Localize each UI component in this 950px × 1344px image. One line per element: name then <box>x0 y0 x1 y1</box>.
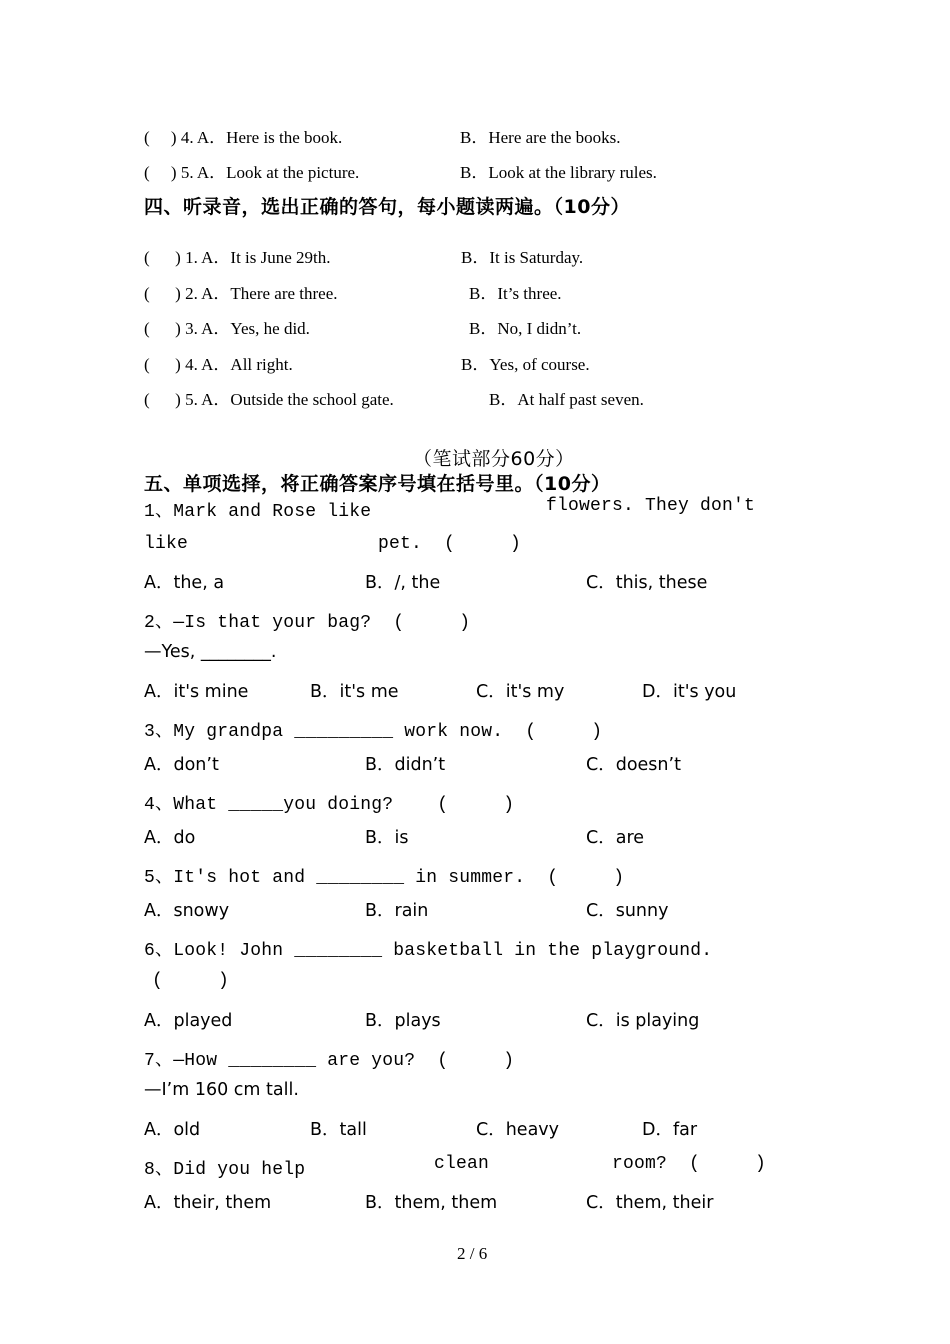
section5-heading: 五、单项选择，将正确答案序号填在括号里。（10分） <box>144 473 611 495</box>
q3-option-b: B．didn’t <box>365 755 446 775</box>
written-part-title: （笔试部分60分） <box>413 448 575 470</box>
q6-option-c: C．is playing <box>586 1011 700 1031</box>
q5-option-c: C．sunny <box>586 901 669 921</box>
part3-item-4-a: ( ) 4. A．Here is the book. <box>144 128 343 147</box>
q1-text-part1: 1、Mark and Rose like <box>144 502 372 522</box>
q2-option-b: B．it's me <box>310 682 399 702</box>
q5-text: 5、It's hot and ________ in summer. ( ) <box>144 868 625 888</box>
part3-item-5-b: B．Look at the library rules. <box>460 163 657 182</box>
q8-text-part3: room? ( ) <box>612 1154 767 1174</box>
s4-item-3-b: B．No, I didn’t. <box>469 319 582 338</box>
q6-text: 6、Look! John ________ basketball in the playground. <box>144 941 713 961</box>
q4-option-b: B．is <box>365 828 409 848</box>
part3-item-5-a: ( ) 5. A．Look at the picture. <box>144 163 360 182</box>
q8-option-b: B．them, them <box>365 1193 498 1213</box>
q8-option-c: C．them, their <box>586 1193 714 1213</box>
q7-option-c: C．heavy <box>476 1120 560 1140</box>
q5-option-b: B．rain <box>365 901 429 921</box>
q2-option-c: C．it's my <box>476 682 565 702</box>
q2-option-d: D．it's you <box>642 682 737 702</box>
q2-option-a: A．it's mine <box>144 682 249 702</box>
q4-option-c: C．are <box>586 828 645 848</box>
q1-option-a: A．the, a <box>144 573 225 593</box>
q2-answer-line: —Yes, ________. <box>144 642 277 662</box>
q7-option-d: D．far <box>642 1120 698 1140</box>
q2-text: 2、—Is that your bag? ( ) <box>144 613 471 633</box>
s4-item-1-a: ( ) 1. A．It is June 29th. <box>144 248 331 267</box>
q1-option-b: B．/, the <box>365 573 441 593</box>
q3-option-a: A．don’t <box>144 755 219 775</box>
q7-text: 7、—How ________ are you? ( ) <box>144 1051 515 1071</box>
s4-item-3-a: ( ) 3. A．Yes, he did. <box>144 319 310 338</box>
s4-item-5-a: ( ) 5. A．Outside the school gate. <box>144 390 394 409</box>
s4-item-2-b: B．It’s three. <box>469 284 562 303</box>
q1-text-part3: like <box>144 534 189 554</box>
q8-option-a: A．their, them <box>144 1193 272 1213</box>
s4-item-4-b: B．Yes, of course. <box>461 355 590 374</box>
q7-answer-line: —I’m 160 cm tall. <box>144 1080 299 1100</box>
s4-item-2-a: ( ) 2. A．There are three. <box>144 284 338 303</box>
q3-text: 3、My grandpa _________ work now. ( ) <box>144 722 603 742</box>
s4-item-1-b: B．It is Saturday. <box>461 248 584 267</box>
q7-option-b: B．tall <box>310 1120 367 1140</box>
q5-option-a: A．snowy <box>144 901 230 921</box>
part3-item-4-b: B．Here are the books. <box>460 128 621 147</box>
q4-text: 4、What _____you doing? ( ) <box>144 795 515 815</box>
page-number: 2 / 6 <box>457 1244 488 1263</box>
q8-text-part1: 8、Did you help <box>144 1160 306 1180</box>
q6-answer-paren: ( ) <box>152 971 230 991</box>
q3-option-c: C．doesn’t <box>586 755 681 775</box>
q1-option-c: C．this, these <box>586 573 708 593</box>
section4-heading: 四、听录音，选出正确的答句，每小题读两遍。（10分） <box>144 196 630 218</box>
s4-item-4-a: ( ) 4. A．All right. <box>144 355 293 374</box>
q1-text-part4: pet. ( ) <box>378 534 522 554</box>
q6-option-a: A．played <box>144 1011 233 1031</box>
q7-option-a: A．old <box>144 1120 201 1140</box>
q4-option-a: A．do <box>144 828 196 848</box>
q6-option-b: B．plays <box>365 1011 441 1031</box>
q1-text-part2: flowers. They don't <box>546 496 756 516</box>
s4-item-5-b: B．At half past seven. <box>489 390 644 409</box>
q8-text-part2: clean <box>434 1154 490 1174</box>
